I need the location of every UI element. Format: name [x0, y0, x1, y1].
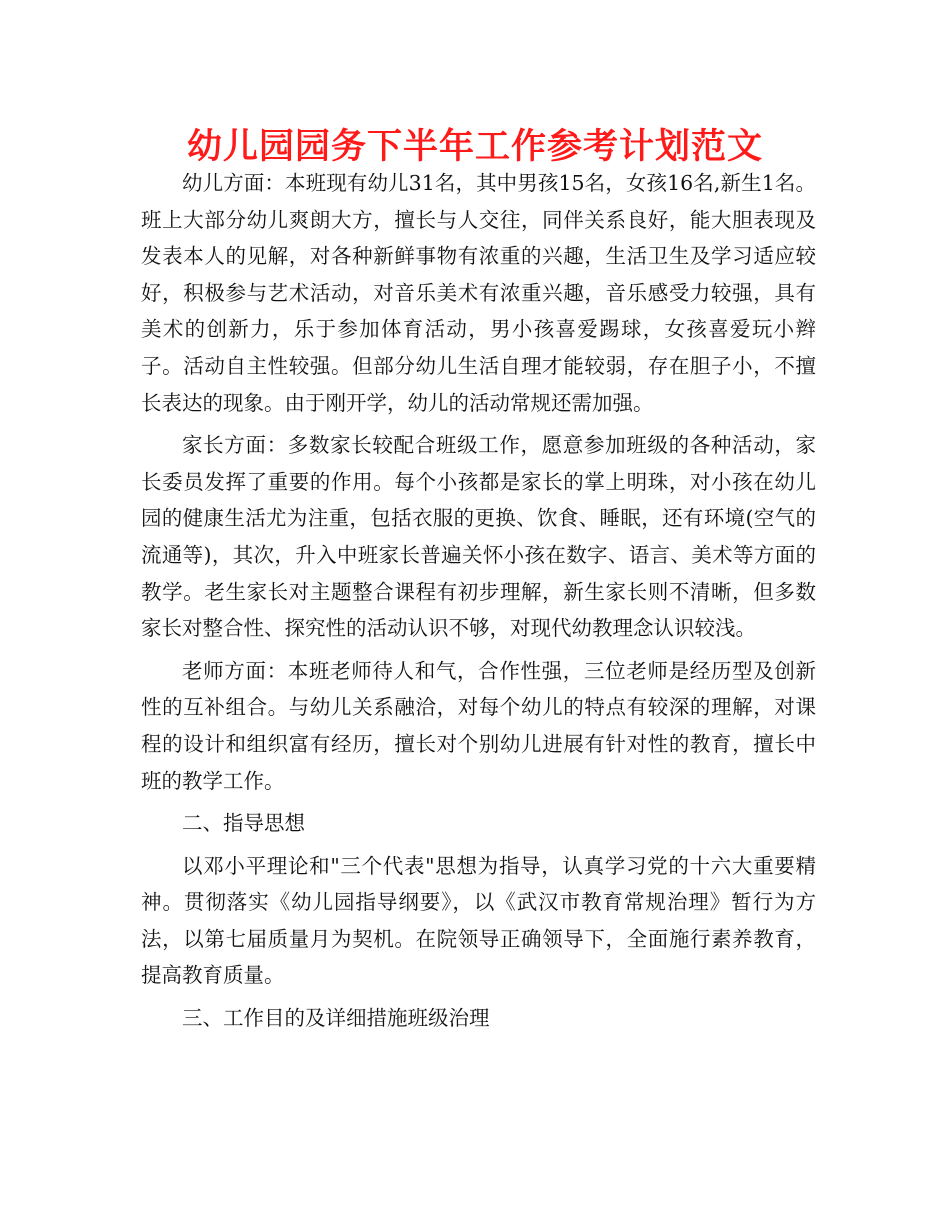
paragraph-parents: 家长方面：多数家长较配合班级工作，愿意参加班级的各种活动，家长委员发挥了重要的作用。每个小孩都是家长的掌上明珠，对小孩在幼儿园的健康生活尤为注重，包括衣服的更换、饮食、睡眠，还有环境(空气的流通等)，其次，升入中班家长普遍关怀小孩在数字、语言、美术等方面的教学。老生家长对主题整合课程有初步理解，新生家长则不清晰，但多数家长对整合性、探究性的活动认识不够，对现代幼教理念认识较浅。: [141, 433, 816, 641]
paragraph-teachers: 老师方面：本班老师待人和气，合作性强，三位老师是经历型及创新性的互补组合。与幼儿关系融洽，对每个幼儿的特点有较深的理解，对课程的设计和组织富有经历，擅长对个别幼儿进展有针对性的教育，擅长中班的教学工作。: [141, 658, 816, 793]
section-heading-work-goals: 三、工作目的及详细措施班级治理: [182, 1006, 490, 1031]
paragraph-guiding-ideology: 以邓小平理论和"三个代表"思想为指导，认真学习党的十六大重要精神。贯彻落实《幼儿园指导纲要》，以《武汉市教育常规治理》暂行为方法，以第七届质量月为契机。在院领导正确领导下，全面施行素养教育，提高教育质量。: [141, 853, 816, 988]
document-body: [141, 165, 816, 1037]
document-title: 幼儿园园务下半年工作参考计划范文: [186, 127, 763, 167]
paragraph-children: 幼儿方面：本班现有幼儿31名，其中男孩15名，女孩16名,新生1名。班上大部分幼儿爽朗大方，擅长与人交往，同伴关系良好，能大胆表现及发表本人的见解，对各种新鲜事物有浓重的兴趣，生活卫生及学习适应较好，积极参与艺术活动，对音乐美术有浓重兴趣，音乐感受力较强，具有美术的创新力，乐于参加体育活动，男小孩喜爱踢球，女孩喜爱玩小辫子。活动自主性较强。但部分幼儿生活自理才能较弱，存在胆子小，不擅长表达的现象。由于刚开学，幼儿的活动常规还需加强。: [141, 171, 816, 415]
section-heading-guiding-ideology: 二、指导思想: [182, 811, 305, 836]
